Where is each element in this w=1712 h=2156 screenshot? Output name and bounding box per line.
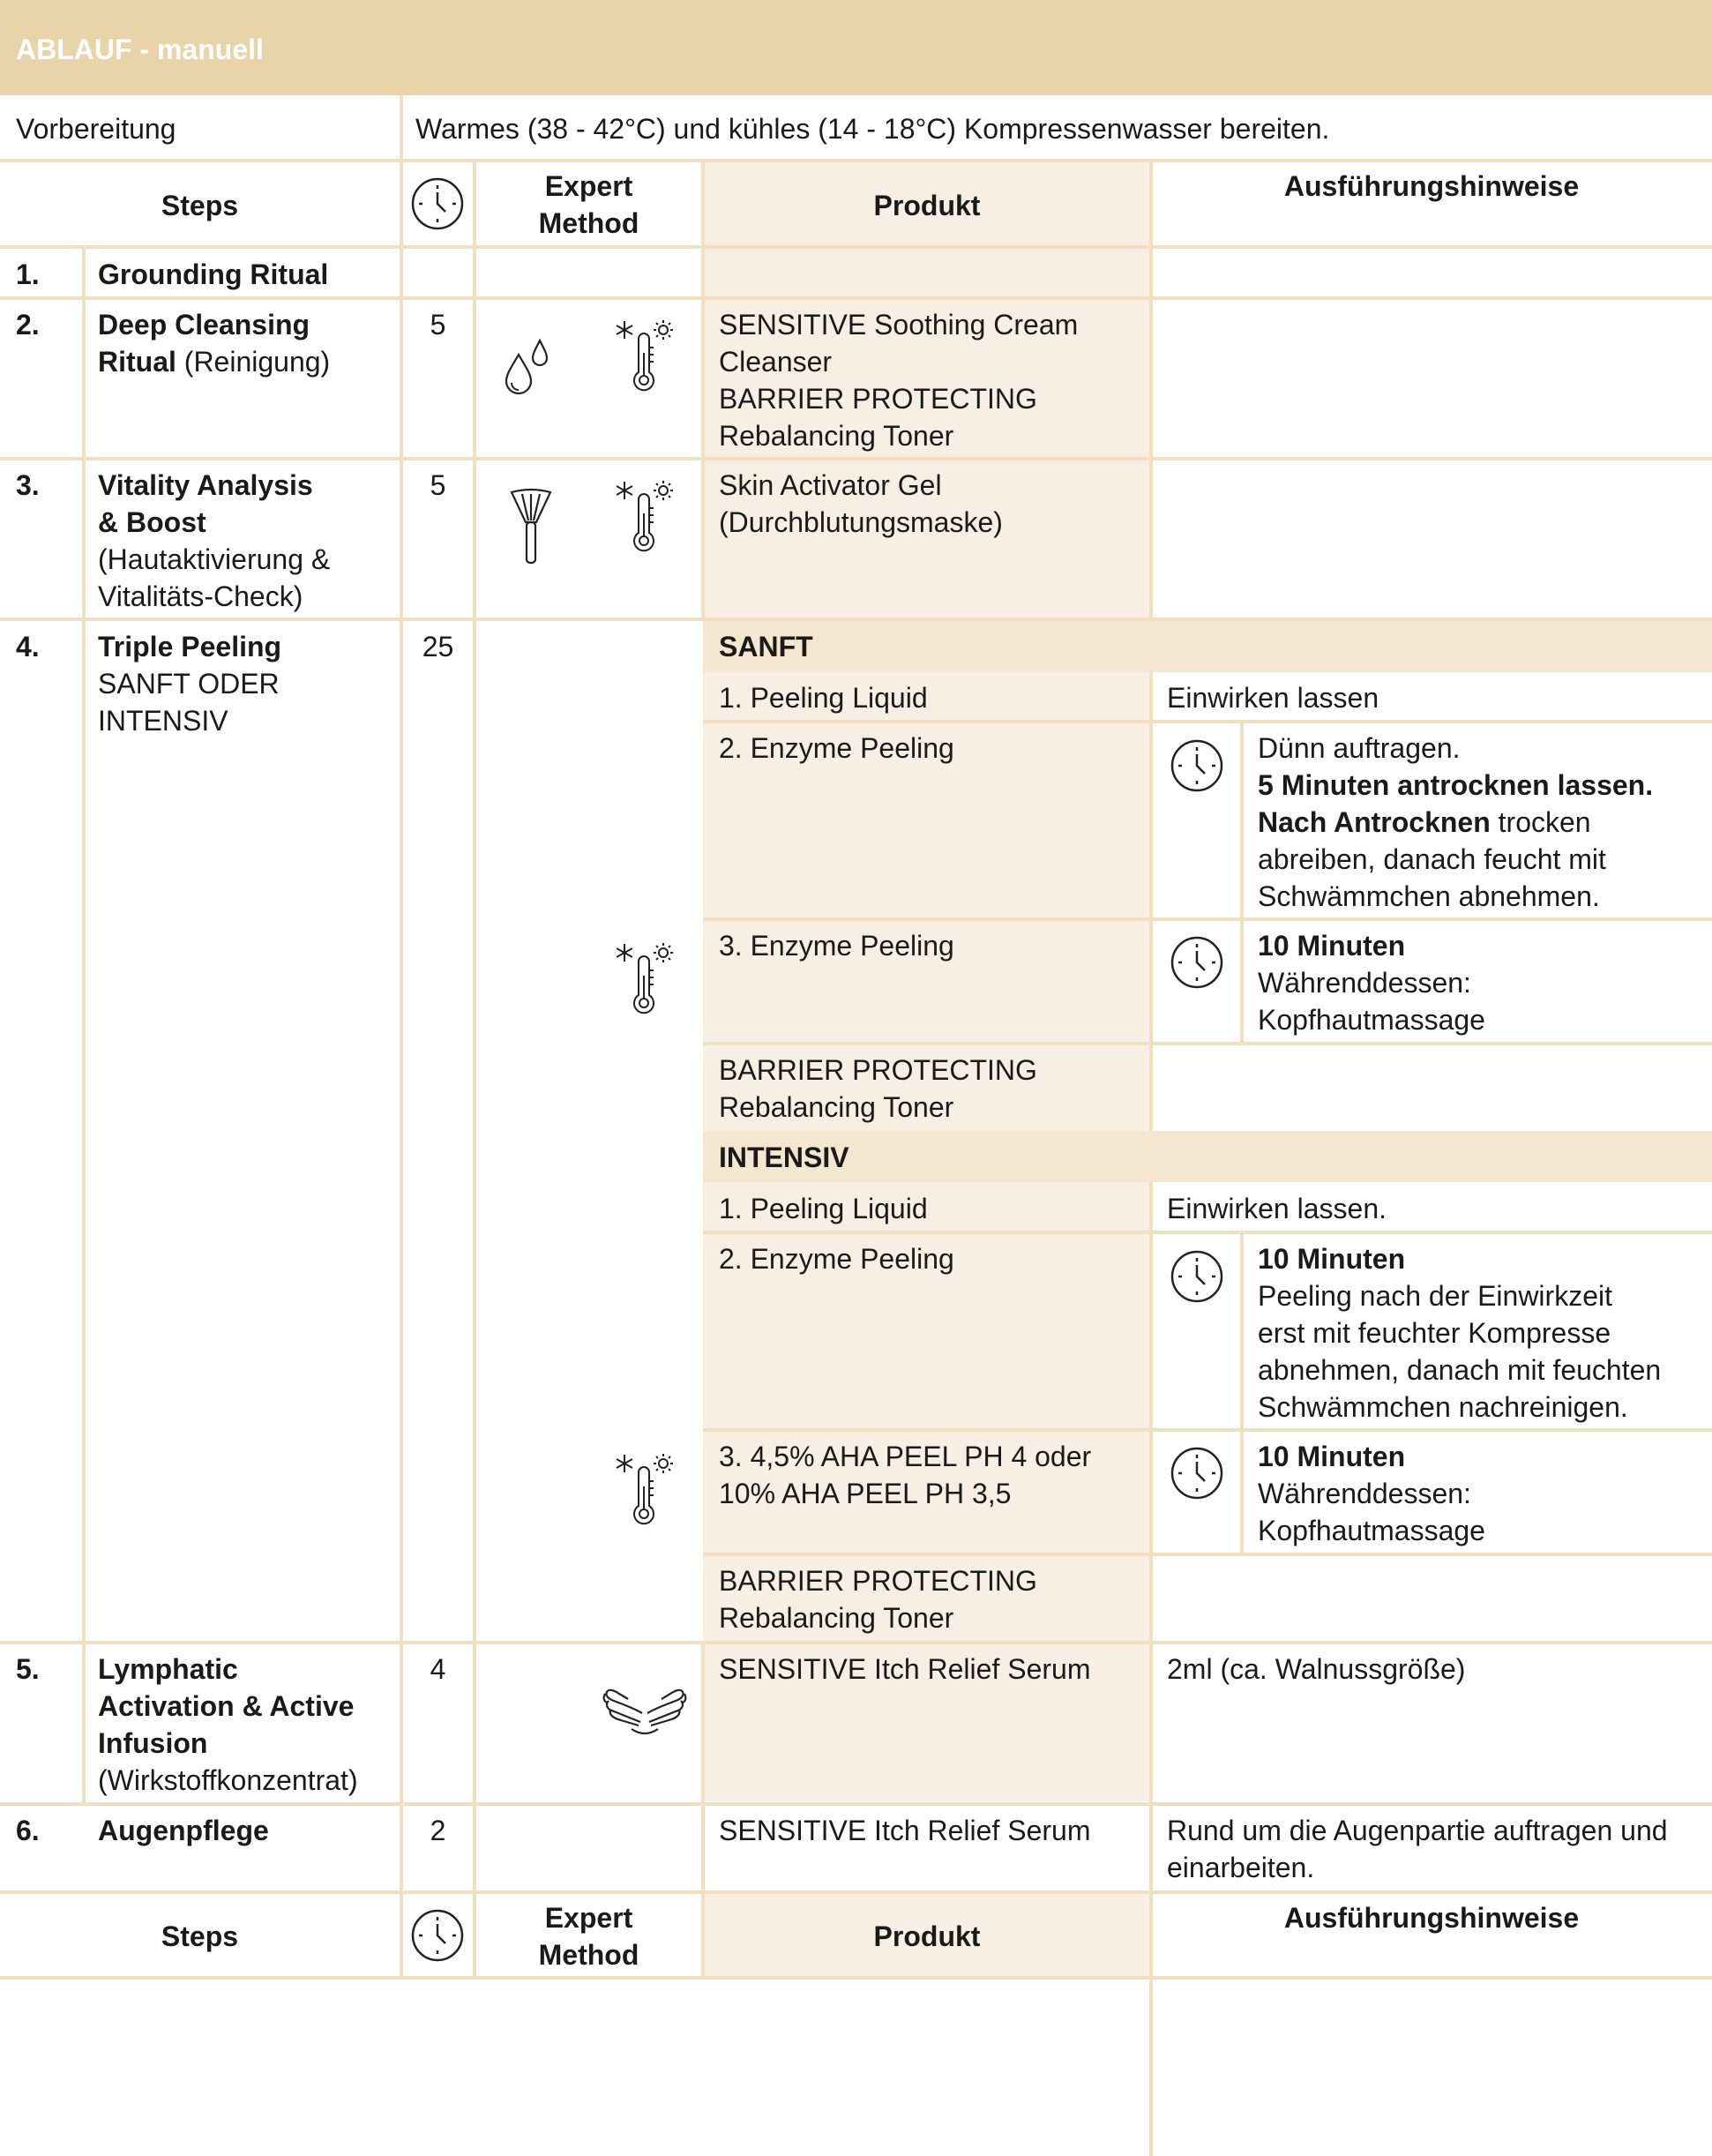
step-number: 5. [16,1653,40,1685]
sanft-subheader [703,620,1712,672]
product-line: 2. Enzyme Peeling [719,1243,954,1275]
intensiv-label: INTENSIV [719,1142,849,1173]
note-line: Kopfhautmassage [1258,1515,1485,1546]
note-line: 10 Minuten [1258,1243,1406,1275]
thermometer-icon [614,942,676,1018]
divider [0,618,1712,621]
step-title: Ritual (Reinigung) [98,346,331,378]
divider [0,1890,1712,1894]
step-title: Vitality Analysis [98,469,313,501]
divider [0,159,1712,162]
divider [1149,1180,1153,2156]
step-title: Augenpflege [98,1815,269,1846]
product-line: SENSITIVE Itch Relief Serum [719,1815,1091,1846]
product-line: Cleanser [719,346,833,378]
note-line: 2ml (ca. Walnussgröße) [1167,1653,1466,1685]
divider [703,1042,1712,1045]
product-line: Skin Activator Gel [719,469,942,501]
divider [0,296,1712,300]
divider [0,1641,1712,1644]
column-notes: Ausführungshinweise [1283,170,1580,202]
clock-icon [1170,1249,1224,1304]
product-line: Rebalancing Toner [719,1091,954,1123]
divider [0,245,1712,249]
step-title: Infusion [98,1727,208,1759]
hands-massage-icon [602,1674,688,1736]
step-title: Activation & Active [98,1690,355,1722]
clock-icon [1170,935,1224,990]
note-line: 5 Minuten antrocknen lassen. [1258,769,1654,801]
thermometer-icon [614,319,676,395]
divider [703,1231,1712,1234]
column-expert-line1: Expert [544,1902,633,1934]
column-steps: Steps [161,190,239,221]
step-title: Lymphatic [98,1653,238,1685]
intensiv-subheader [703,1131,1712,1182]
product-line: 1. Peeling Liquid [719,682,928,714]
note-line: Schwämmchen nachreinigen. [1258,1391,1628,1423]
step-subtitle: SANFT ODER [98,668,280,700]
step-minutes: 2 [430,1815,446,1846]
note-line: einarbeiten. [1167,1852,1315,1883]
note-line: Schwämmchen abnehmen. [1258,880,1600,912]
clock-icon [1170,1446,1224,1501]
divider [703,720,1712,723]
step-title: Deep Cleansing [98,309,310,341]
column-expert-line2: Method [538,207,639,239]
clock-icon [410,1908,465,1963]
note-line: Einwirken lassen [1167,682,1379,714]
step-minutes: 25 [422,631,454,663]
step-minutes: 4 [430,1653,446,1685]
thermometer-icon [614,480,676,556]
note-line: Einwirken lassen. [1167,1193,1387,1224]
divider [0,1802,1712,1806]
note-line: Rund um die Augenpartie auftragen und [1167,1815,1668,1846]
note-line: Kopfhautmassage [1258,1004,1485,1036]
step-title: Triple Peeling [98,631,282,663]
note-line: Peeling nach der Einwirkzeit [1258,1280,1612,1312]
note-line: erst mit feuchter Kompresse [1258,1317,1611,1349]
product-line: BARRIER PROTECTING [719,1565,1037,1597]
column-steps: Steps [161,1920,239,1952]
step-subtitle: (Hautaktivierung & [98,543,331,575]
product-line: SENSITIVE Soothing Cream [719,309,1079,341]
step-subtitle: Vitalitäts-Check) [98,580,303,612]
thermometer-icon [614,1453,676,1529]
divider [1240,722,1244,1043]
step-number: 1. [16,258,40,290]
divider [703,1428,1712,1432]
step-minutes: 5 [430,469,446,501]
brush-icon [508,487,554,566]
note-line: Dünn auftragen. [1258,732,1461,764]
column-notes: Ausführungshinweise [1283,1902,1580,1934]
note-line: Währenddessen: [1258,967,1471,999]
step-number: 2. [16,309,40,341]
column-expert-line1: Expert [544,170,633,202]
note-line: Nach Antrocknen trocken [1258,806,1591,838]
divider [1149,670,1153,1131]
divider [473,159,476,1980]
divider [1149,159,1153,620]
product-line: 1. Peeling Liquid [719,1193,928,1224]
step-title: Grounding Ritual [98,258,329,290]
divider [0,1976,1712,1980]
note-line: abreiben, danach feucht mit [1258,843,1606,875]
product-line: 2. Enzyme Peeling [719,732,954,764]
clock-icon [1170,738,1224,793]
preparation-label: Vorbereitung [16,113,176,145]
product-line: Rebalancing Toner [719,1602,954,1634]
product-line: BARRIER PROTECTING [719,1054,1037,1086]
divider [0,457,1712,460]
sanft-label: SANFT [719,631,813,663]
step-title: & Boost [98,506,206,538]
product-line: 3. 4,5% AHA PEEL PH 4 oder [719,1441,1092,1472]
step-minutes: 5 [430,309,446,341]
divider [82,247,86,1804]
page-title: ABLAUF - manuell [16,34,264,65]
divider [1240,1232,1244,1553]
product-line: SENSITIVE Itch Relief Serum [719,1653,1091,1685]
step-number: 3. [16,469,40,501]
column-product: Produkt [873,1920,981,1952]
column-product: Produkt [873,190,981,221]
note-line: 10 Minuten [1258,1441,1406,1472]
step-number: 6. [16,1815,40,1846]
note-line: 10 Minuten [1258,930,1406,962]
note-line: abnehmen, danach mit feuchten [1258,1354,1662,1386]
divider [400,95,403,1980]
water-drops-icon [503,335,556,397]
divider [701,159,705,620]
step-number: 4. [16,631,40,663]
note-line: Währenddessen: [1258,1478,1471,1509]
step-subtitle: (Wirkstoffkonzentrat) [98,1764,358,1796]
product-line: BARRIER PROTECTING [719,383,1037,415]
step-subtitle: INTENSIV [98,705,228,737]
product-line: (Durchblutungsmaske) [719,506,1003,538]
divider [703,1553,1712,1556]
product-line: Rebalancing Toner [719,420,954,452]
divider [703,917,1712,921]
column-expert-line2: Method [538,1939,639,1971]
header-bar [0,0,1712,95]
product-line: 3. Enzyme Peeling [719,930,954,962]
clock-icon [410,176,465,231]
product-line: 10% AHA PEEL PH 3,5 [719,1478,1012,1509]
preparation-text: Warmes (38 - 42°C) und kühles (14 - 18°C) Kompressenwasser bereiten. [415,113,1330,145]
